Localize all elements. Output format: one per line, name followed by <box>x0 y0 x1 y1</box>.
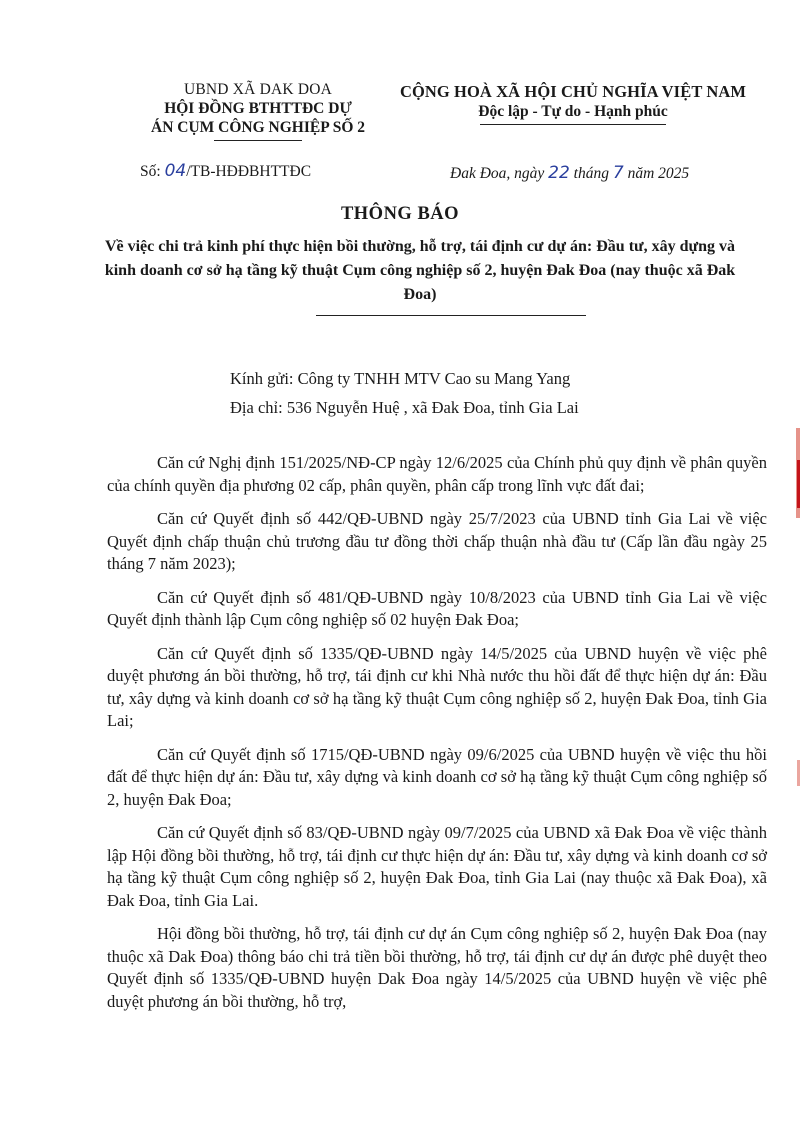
authority-underline <box>214 140 302 141</box>
body-paragraph: Căn cứ Nghị định 151/2025/NĐ-CP ngày 12/6/2025 của Chính phủ quy định về phân quyền của chính quyền địa phương 02 cấp, phân quyền, phân cấp trong lĩnh vực đất đai; <box>107 453 767 495</box>
authority-line-2: HỘI ĐỒNG BTHTTĐC DỰ <box>164 100 352 117</box>
body-paragraph: Căn cứ Quyết định số 442/QĐ-UBND ngày 25/7/2023 của UBND tỉnh Gia Lai về việc Quyết định chấp thuận chủ trương đầu tư đồng thời chấp thuận nhà đầu tư (Cấp lần đầu ngày 25 tháng 7 năm 2023); <box>107 509 767 573</box>
recipient-block <box>230 364 579 422</box>
country-name: CỘNG HOÀ XÃ HỘI CHỦ NGHĨA VIỆT NAM <box>399 82 747 101</box>
body-paragraph: Căn cứ Quyết định số 83/QĐ-UBND ngày 09/7/2025 của UBND xã Đak Đoa về việc thành lập Hội đồng bồi thường, hỗ trợ, tái định cư thực hiện dự án: Đầu tư, xây dựng và kinh doanh cơ sở hạ tầng kỹ thuật Cụm công nghiệp số 2, huyện Đak Đoa, tỉnh Gia Lai (nay thuộc xã Đak Đoa), xã Đak Đoa, tỉnh Gia Lai. <box>107 823 767 910</box>
motto: Độc lập - Tự do - Hạnh phúc <box>478 103 668 120</box>
body-paragraph: Căn cứ Quyết định số 481/QĐ-UBND ngày 10/8/2023 của UBND tỉnh Gia Lai về việc Quyết định thành lập Cụm công nghiệp số 02 huyện Đak Đoa; <box>107 587 767 629</box>
document-number <box>140 161 311 181</box>
date-month-label: tháng <box>573 165 609 182</box>
body-paragraph: Hội đồng bồi thường, hỗ trợ, tái định cư dự án Cụm công nghiệp số 2, huyện Đak Đoa (nay thuộc xã Dak Đoa) thông báo chi trả tiền bồi thường, hỗ trợ, tái định cư dự án được phê duyệt theo Quyết định số 1335/QĐ-UBND huyện Dak Đoa ngày 14/5/2025 của UBND huyện về việc phê duyệt phương án bồi thường, hỗ trợ, <box>107 924 767 1011</box>
doc-number-prefix: Số: <box>140 163 161 180</box>
date-place: Đak Đoa, ngày <box>450 165 545 182</box>
authority-line-3: ÁN CỤM CÔNG NGHIỆP SỐ 2 <box>151 119 365 136</box>
doc-number-handwritten: 04 <box>164 161 187 181</box>
recipient-name: Kính gửi: Công ty TNHH MTV Cao su Mang Yang <box>230 369 571 388</box>
doc-number-suffix: /TB-HĐĐBHTTĐC <box>186 163 312 180</box>
date-day-handwritten: 22 <box>548 163 570 183</box>
date-month-handwritten: 7 <box>612 163 624 183</box>
body-paragraph: Căn cứ Quyết định số 1715/QĐ-UBND ngày 09/6/2025 của UBND huyện về việc thu hồi đất để thực hiện dự án: Đầu tư, xây dựng và kinh doanh cơ sở hạ tầng kỹ thuật Cụm công nghiệp số 2, huyện Đak Đoa; <box>107 744 767 809</box>
document-title: THÔNG BÁO <box>340 204 460 224</box>
issuing-authority <box>128 80 388 141</box>
date-year: năm 2025 <box>627 165 690 182</box>
authority-line-1: UBND XÃ DAK DOA <box>183 81 333 98</box>
body-paragraph: Căn cứ Quyết định số 1335/QĐ-UBND ngày 14/5/2025 của UBND huyện về việc phê duyệt phương án bồi thường, hỗ trợ, tái định cư khi Nhà nước thu hồi đất để thực hiện dự án: Đầu tư, xây dựng và kinh doanh cơ sở hạ tầng kỹ thuật Cụm công nghiệp số 2, huyện Đak Đoa, tỉnh Gia Lai; <box>107 643 767 730</box>
motto-underline <box>480 124 666 125</box>
national-motto <box>388 82 758 125</box>
place-and-date <box>450 163 689 183</box>
document-subject: Về việc chi trả kinh phí thực hiện bồi thường, hỗ trợ, tái định cư dự án: Đầu tư, xây dựng và kinh doanh cơ sở hạ tầng kỹ thuật Cụm công nghiệp số 2, huyện Đak Đoa (nay thuộc xã Đak Đoa) <box>104 238 736 303</box>
recipient-address: Địa chỉ: 536 Nguyễn Huệ , xã Đak Đoa, tỉnh Gia Lai <box>230 398 579 417</box>
subject-underline <box>316 315 586 316</box>
document-body <box>107 452 767 1013</box>
